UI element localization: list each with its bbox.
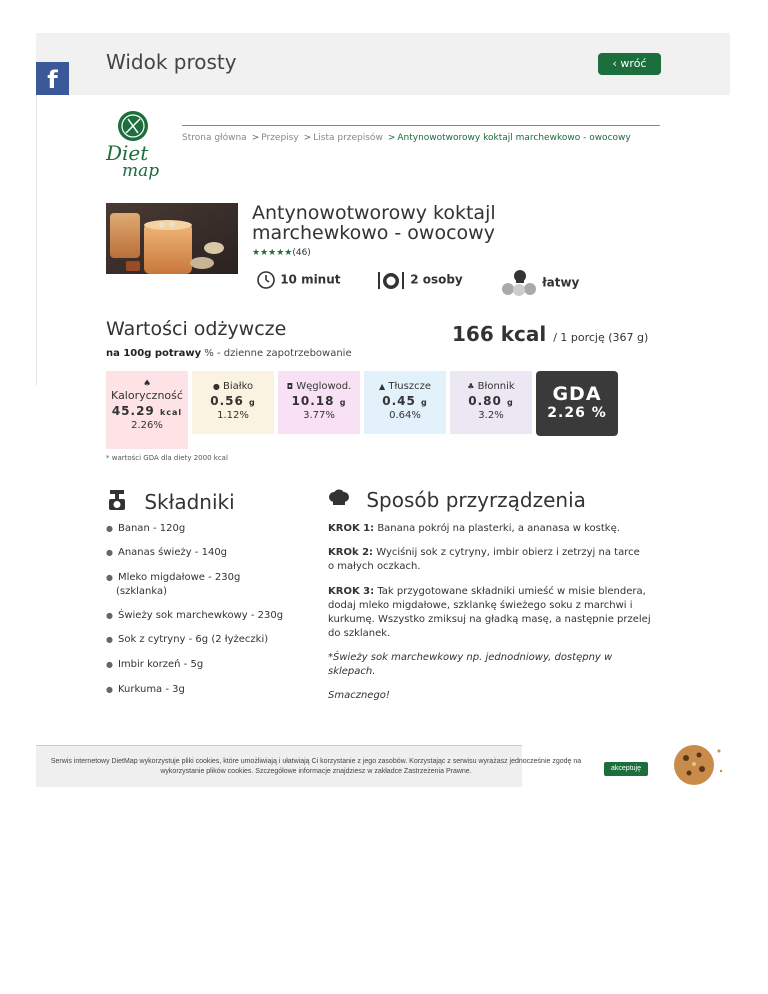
ingredient-item [106,546,316,560]
back-button-label: wróć [620,57,647,70]
chef-hat-icon [328,488,350,512]
preparation-title: Sposób przyrządzenia [366,488,586,512]
rating-count: (46) [292,248,311,258]
bread-icon: ◘ [286,382,294,391]
grain-icon: ♣ [467,382,475,391]
breadcrumb-recipe-list[interactable]: Lista przepisów [313,133,383,143]
ingredient-text: Banan - 120g [117,523,186,534]
gda-label: GDA [552,383,602,405]
bullet-icon: ● [106,573,113,582]
ingredient-item [106,633,316,647]
prep-step [328,546,648,574]
cookie-text: Serwis internetowy DietMap wykorzystuje pliki cookies, które umożliwiają i ułatwiają Ci korzystanie z jego zasobów. Korzystając z serwisu wyrażasz jednocześnie zgodę na wykorzystanie plików cookies. Szczegółowe informacje znajdziesz w zakładce Zastrzeżenia Prawne. [50,758,582,775]
svg-text:Diet: Diet [106,141,149,165]
nutrient-unit: g [421,398,428,407]
kcal-value: 166 kcal [452,322,547,346]
ingredient-item [106,522,316,536]
flame-icon: ♠ [142,379,152,389]
difficulty [500,270,579,296]
servings-label: 2 osoby [410,272,463,287]
ingredient-text: Sok z cytryny - 6g (2 łyżeczki) [117,634,269,645]
nutrient-value: 10.18 [291,394,335,408]
accept-cookies-button[interactable]: akceptuję [604,762,648,776]
nutrient-value: 45.29 [111,404,155,418]
breadcrumb-divider [182,125,660,126]
bowl-icon: ● [212,382,220,391]
prep-time-label: 10 minut [280,272,341,287]
per100-rest: % - dzienne zapotrzebowanie [204,348,352,359]
prep-time [256,270,341,290]
nutrient-percent: 3.2% [478,410,504,421]
bullet-icon: ● [106,635,113,644]
nutrition-title: Wartości odżywcze [106,318,287,340]
kcal-total [452,322,648,346]
nutrient-calories [106,371,188,449]
bullet-icon: ● [106,524,113,533]
bullet-icon: ● [106,548,113,557]
cheese-icon: ▲ [379,382,386,391]
chef-hat-icon [500,276,538,290]
gda-unit: % [591,405,607,421]
servings [376,270,463,290]
breadcrumb-current: Antynowotworowy koktajl marchewkowo - owocowy [397,133,631,143]
nutrient-label: Kaloryczność [111,389,183,402]
nutrient-unit: g [249,398,256,407]
ingredient-text: Imbir korzeń - 5g [117,659,204,670]
ingredient-item [106,609,316,623]
page-title: Widok prosty [106,50,237,74]
ingredient-text: Mleko migdałowe - 230g (szklanka) [116,572,241,597]
scale-icon [106,490,128,514]
bullet-icon: ● [106,611,113,620]
side-divider [36,95,37,385]
back-button[interactable] [598,53,661,75]
nutrient-fat [364,371,446,434]
step-text: Wyciśnij sok z cytryny, imbir obierz i zetrzyj na tarce o małych oczkach. [328,547,640,572]
prep-step [328,522,658,536]
nutrient-protein [192,371,274,434]
prep-note: *Świeży sok marchewkowy np. jednodniowy, dostępny w sklepach. [328,652,613,677]
nutrient-label: Węglowod. [296,381,352,392]
breadcrumb-separator-icon: > [303,133,312,143]
ingredients-title: Składniki [144,490,235,514]
breadcrumb [182,133,631,143]
nutrient-value: 0.80 [468,394,502,408]
per100-bold: na 100g potrawy [106,348,202,359]
rating-stars[interactable] [252,248,311,258]
nutrient-percent: 3.77% [303,410,335,421]
facebook-icon[interactable]: f [36,62,69,95]
ingredients-section [106,488,235,514]
gda-box [536,371,618,436]
ingredient-item [106,683,316,697]
nutrient-unit: g [339,398,347,407]
nutrient-percent: 2.26% [131,420,163,431]
kcal-per-portion: / 1 porcję (367 g) [553,331,649,344]
nutrient-label: Tłuszcze [388,381,431,392]
nutrient-label: Białko [223,381,254,392]
svg-text:map: map [122,161,160,181]
ingredient-item [106,658,316,672]
ingredient-item [106,571,286,599]
ingredient-text: Kurkuma - 3g [117,684,185,695]
preparation-section [328,488,586,512]
cookie-image [664,743,726,787]
clock-icon [256,273,276,287]
dietmap-logo[interactable] [104,108,174,182]
per100-caption [106,348,352,359]
step-label: KROk 2: [328,547,374,558]
bullet-icon: ● [106,685,113,694]
nutrient-fiber [450,371,532,434]
bullet-icon: ● [106,660,113,669]
prep-closing: Smacznego! [328,690,390,701]
breadcrumb-separator-icon: > [387,133,396,143]
recipe-title: Antynowotworowy koktajl marchewkowo - owocowy [252,202,496,244]
breadcrumb-home[interactable]: Strona główna [182,133,247,143]
recipe-photo [106,203,238,274]
nutrient-percent: 1.12% [217,410,249,421]
nutrient-percent: 0.64% [389,410,421,421]
nutrient-carbs [278,371,360,434]
chevron-left-icon: ‹ [612,57,617,70]
ingredient-text: Ananas świeży - 140g [117,547,228,558]
prep-step [328,585,658,641]
nutrient-value: 0.45 [382,394,416,408]
nutrient-unit: g [507,398,514,407]
nutrient-label: Błonnik [477,381,515,392]
nutrient-unit: kcal [159,408,183,417]
step-text: Banana pokrój na plasterki, a ananasa w kostkę. [374,523,620,534]
step-label: KROK 1: [328,523,375,534]
breadcrumb-separator-icon: > [251,133,260,143]
ingredient-text: Świeży sok marchewkowy - 230g [117,610,284,621]
gda-value: 2.26 [547,405,586,421]
difficulty-label: łatwy [542,275,580,290]
plate-icon [376,273,406,287]
step-text: Tak przygotowane składniki umieść w misie blendera, dodaj mleko migdałowe, szklankę świeżego soku z marchwi i kurkumę. Wszystko zmiksuj na gładką masę, a następnie przelej do szklanek. [328,586,651,639]
star-icons: ★★★★★ [252,248,293,258]
nutrient-value: 0.56 [210,394,244,408]
gda-note: * wartości GDA dla diety 2000 kcal [106,454,228,462]
breadcrumb-recipes[interactable]: Przepisy [261,133,299,143]
step-label: KROK 3: [328,586,375,597]
